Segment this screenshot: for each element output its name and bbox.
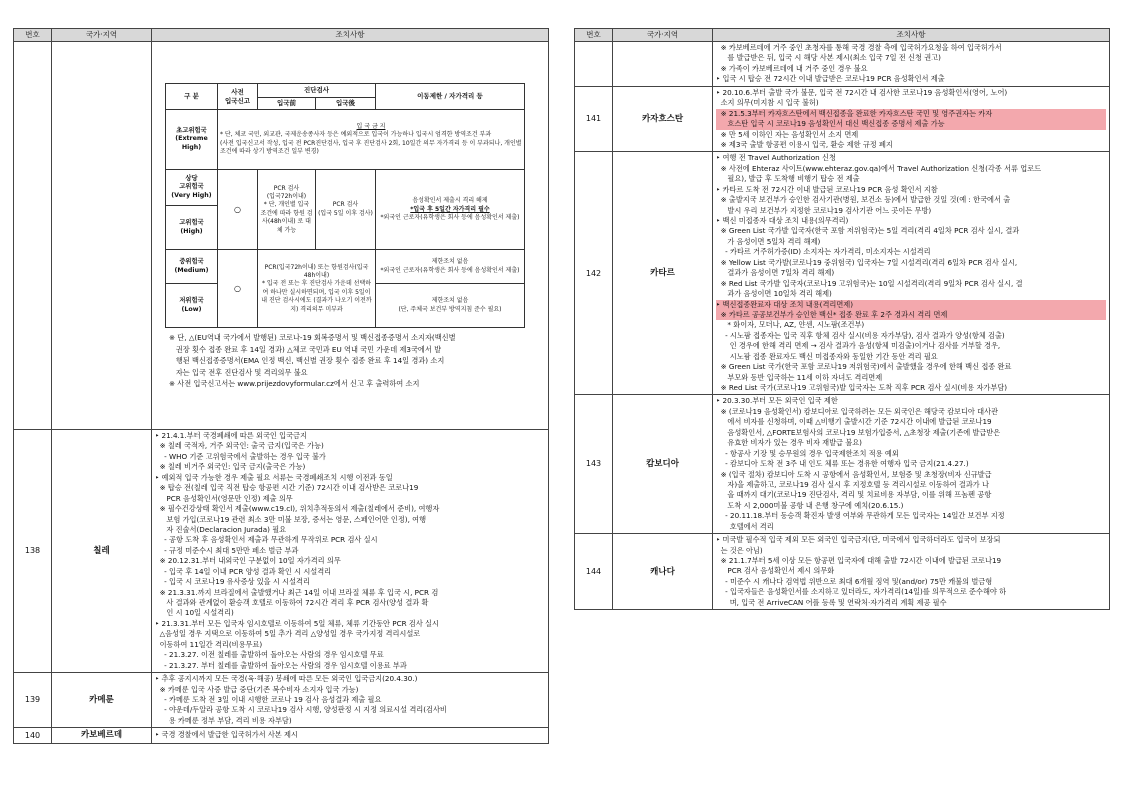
measure-line: - 입국 후 14일 이내 PCR 양성 결과 확인 시 시설격리 — [155, 566, 332, 576]
inner-header-restrict: 이동제한 / 자가격리 등 — [376, 84, 525, 110]
row-number — [14, 42, 52, 430]
measure-line: ‣ 예외적 입국 가능한 경우 제출 필요 서류는 국경폐쇄조치 시행 이전과 동일 — [155, 472, 393, 482]
measure-line: 결과가 음성이면 7일차 격리 해제) — [716, 268, 835, 278]
header-measures: 조치사항 — [152, 29, 549, 42]
measure-line: 보험 가입(코로나19 관련 최소 3만 미불 보장, 증서는 영문, 스페인어만 인정), 여행 — [155, 514, 427, 524]
measure-line: ※ Green List 국가(한국 포함 코로나19 저위험국)에서 출발했을 경우에 한해 백신 접종 완료 — [716, 362, 1012, 372]
measure-line: 가 음성이면 5일차 격리 해제) — [716, 236, 821, 246]
measure-line: - 입국자들은 음성확인서를 소지하고 있더라도, 자가격리(14일)를 의무적으로 준수해야 하 — [716, 587, 1007, 597]
row-country — [613, 42, 713, 87]
measure-line: - 캄보디아 도착 전 3주 내 인도 체류 또는 경유한 여행자 입국 금지(21.4.27.) — [716, 459, 969, 469]
measure-line: ※ 출발지국 보건부가 승인한 검사기관(병원, 보건소 등)에서 발급한 것일 것(예 : 한국에서 출 — [716, 195, 1011, 205]
row-number: 142 — [575, 152, 613, 395]
row-measures — [152, 728, 549, 743]
extreme-risk-text: * 단, 체코 국민, 외교관, 국제운송종사자 등은 예외적으로 입국이 가능하나 입국시 엄격한 방역조건 부과 (사전 입국신고서 작성, 입국 전 PCR진단검사, 입국 후 진단검사 2회, 10일간 의무 자가격리 등 이 부과되나, 개인별 조건에 따라 상기 방역조건 일부 변경) — [220, 131, 522, 156]
inner-header-after: 입국後 — [316, 98, 376, 110]
measure-line: ※ 칠레 국적자, 거주 외국인: 출국 금지(입국은 가능) — [155, 441, 324, 451]
measure-line: ‣ 여행 전 Travel Authorization 신청 — [716, 153, 836, 163]
measure-line: ※ Red List 국가발 입국자(코로나19 고위험국)는 10일 시설격리(격리 9일차 PCR 검사 실시, 결 — [716, 278, 1023, 288]
row-measures — [713, 86, 1110, 152]
measure-line: 인 경우에 한해 격리 면제 → 검사 결과가 음성(항체 미검출)이거나 검사를 거부할 경우, — [716, 341, 1001, 351]
risk-label-very-high: 상당 고위험국 (Very High) — [166, 170, 218, 206]
header-number: 번호 — [14, 29, 52, 42]
measure-line: 과가 음성이면 10일차 격리 해제) — [716, 289, 832, 299]
measure-line: - 미준수 시 캐나다 검역법 위반으로 최대 6개월 징역 및(and/or) 75만 캐불의 벌금형 — [716, 576, 993, 586]
restrict-low: 제한조치 없음 (단, 주체국 보건부 방역지침 준수 필요) — [376, 284, 525, 328]
measure-line: ※ 21.5.3부터 카자흐스탄에서 백신접종을 완료한 카자흐스탄 국민 및 영주권자는 카자 — [716, 109, 1106, 119]
risk-label-low: 저위험국 (Low) — [166, 284, 218, 328]
inner-header-test: 진단검사 — [258, 84, 376, 98]
table-row — [575, 395, 1110, 534]
row-number — [575, 42, 613, 87]
inner-header-class: 구 분 — [166, 84, 218, 110]
measure-line: ※ 칠레 비거주 외국인: 입국 금지(출국은 가능) — [155, 462, 306, 472]
measure-line: - 시노팜 접종자는 입국 직후 항체 검사 실시(비용 자가부담), 검사 결과가 양성(항체 검출) — [716, 330, 1005, 340]
row-country — [52, 42, 152, 430]
measure-line: 흐스탄 입국 시 코로나19 음성확인서 대신 백신접종 증명서 제출 가능 — [716, 119, 1106, 129]
extreme-risk-cell — [218, 110, 525, 170]
measure-line: ※ Yellow List 국가발(코로나19 중위험국) 입국자는 7일 시설격리(격리 6일차 PCR 검사 실시, — [716, 257, 1018, 267]
note-line: ※ 사전 입국신고서는 www.prijezdovyformular.cz에서 신고 후 출력하여 소지 — [169, 379, 420, 389]
table-header — [575, 29, 1110, 42]
row-measures — [713, 152, 1110, 395]
header-number: 번호 — [575, 29, 613, 42]
right-page — [574, 28, 1110, 610]
row-country: 캐나다 — [613, 534, 713, 610]
measure-line: ※ (입국 절차) 캄보디아 도착 시 공항에서 음성확인서, 보험증 및 초청장(비자 신규발급 — [716, 469, 992, 479]
measure-line: ※ 20.12.31.부터 내외국인 구분없이 10일 자가격리 의무 — [155, 556, 341, 566]
measure-line: 도착 시 2,000미불 공항 내 은행 창구에 예치(20.6.15.) — [716, 500, 904, 510]
table-row — [575, 42, 1110, 87]
measure-line: ‣ 카타르 도착 전 72시간 이내 발급된 코로나19 PCR 음성 확인서 지참 — [716, 184, 938, 194]
entry-ban-title: 입 국 금 지 — [356, 122, 386, 130]
measures-table-right — [574, 28, 1110, 610]
row-measures — [152, 430, 549, 673]
test-after-high: PCR 검사 (입국 5일 이후 검사) — [316, 170, 376, 250]
header-country: 국가·지역 — [613, 29, 713, 42]
measure-line: ‣ 백신 미접종자 대상 조치 내용(의무격리) — [716, 216, 849, 225]
measure-line: * 화이자, 모더나, AZ, 얀센, 시노팜(조건부) — [716, 320, 865, 330]
table-row — [14, 728, 549, 743]
measure-line: - 카메룬 도착 전 3일 이내 시행한 코로나 19 검사 음성결과 제출 필요 — [155, 694, 382, 704]
measure-line: - 야운데/두알라 공항 도착 시 코로나19 검사 시행, 양성판정 시 지정 의료시설 격리(검사비 — [155, 705, 447, 715]
measure-line: 음성확인서, △FORTE보험사의 코로나19 보험가입증서, △초청장 제출(기존에 발급받은 — [716, 427, 1001, 437]
row-number: 139 — [14, 673, 52, 728]
row-country: 카타르 — [613, 152, 713, 395]
risk-label-high: 고위험국 (High) — [166, 206, 218, 250]
measure-line: 시노팜 접종 완료자도 백신 미접종자와 동일한 기간 동안 격리 필요 — [716, 351, 938, 361]
measure-line: PCR 검사 음성확인서 제시 의무화 — [716, 566, 835, 576]
measure-line: - 21.3.27. 이전 칠레를 출발하여 돌아오는 사람의 경우 임시호텔 무료 — [155, 650, 384, 660]
measure-line: ※ 제3국 출발 항공편 이용시 입국, 환승 제한 규정 폐지 — [716, 139, 893, 149]
row-country: 칠레 — [52, 430, 152, 673]
test-before-high: PCR 검사 (입국72h이내) * 단, 개인별 입국 조건에 따라 항원 검사(48h이내) 로 대체 가능 — [258, 170, 316, 250]
measure-line: 를 발급받은 뒤, 입국 시 해당 사본 제시(최소 입국 7일 전 신청 권고) — [716, 53, 941, 63]
table-row — [14, 673, 549, 728]
table-header — [14, 29, 549, 42]
measure-line: 며, 입국 전 ArriveCAN 어플 등록 및 연락처·자가격리 계획 제공 필수 — [716, 597, 947, 607]
measure-line: ‣ 21.3.31.부터 모든 입국자 임시호텔로 이동하여 5일 체류, 체류 기간동안 PCR 검사 실시 — [155, 618, 439, 628]
note-line: 자는 입국 전후 진단검사 및 격리의무 불요 — [169, 367, 308, 377]
row-country: 카자흐스탄 — [613, 86, 713, 152]
measure-line: ※ 필수건강상태 확인서 제출(www.c19.cl), 위치추적동의서 제출(칠레에서 준비), 여행자 — [155, 504, 440, 514]
row-country: 카보베르데 — [52, 728, 152, 743]
row-number: 144 — [575, 534, 613, 610]
restrict-medium: 제한조치 없음 *외국인 근로자(유학생은 회사 등에 음성확인서 제출) — [376, 250, 525, 284]
measure-line: - 공항 도착 후 음성확인서 제출과 무관하게 무작위로 PCR 검사 실시 — [155, 535, 378, 545]
measure-line: - 항공사 기장 및 승무원의 경우 입국제한조치 적용 예외 — [716, 448, 899, 458]
table-row — [575, 86, 1110, 152]
measure-line: 자)을 제출하고, 코로나19 검사 실시 후 지정호텔 등 격리시설로 이동하여 결과가 나 — [716, 479, 989, 489]
czech-notes — [155, 332, 545, 390]
header-measures: 조치사항 — [713, 29, 1110, 42]
row-number: 140 — [14, 728, 52, 743]
measure-line: ※ 사전에 Ehteraz 사이트(www.ehteraz.gov.qa)에서 Travel Authorization 신청(각종 서류 업로드 — [716, 163, 1042, 173]
row-country: 카메룬 — [52, 673, 152, 728]
test-medium-low: PCR(입국72h이내) 또는 항원검사(입국48h이내) * 입국 전 또는 후 진단검사 가운데 선택하여 하나만 실시하면되며, 입국 이후 5일이내 진단 검사시에도 (결과가 나오기 이전까지) 격리의무 미부과 — [258, 250, 376, 328]
measure-line: 에서 비자를 신청하며, 이때 △비행기 출발시간 기준 72시간 이내에 발급된 코로나19 — [716, 417, 992, 427]
measure-line: 올 때까지 대기(코로나19 진단검사, 격리 및 치료비용 자부담, 이를 위해 프놈펜 공항 — [716, 490, 992, 500]
measure-line: ※ 가족이 카보베르데에 내 거주 중인 경우 불요 — [716, 63, 868, 73]
row-measures — [152, 42, 549, 430]
risk-class-table — [165, 83, 525, 328]
measure-line: 용 카메룬 정부 부담, 격리 비용 자부담) — [155, 715, 292, 725]
table-row — [575, 152, 1110, 395]
row-measures — [713, 395, 1110, 534]
row-number: 143 — [575, 395, 613, 534]
header-country: 국가·지역 — [52, 29, 152, 42]
row-country: 캄보디아 — [613, 395, 713, 534]
measure-line: ※ 21.1.7부터 5세 이상 모든 항공편 입국자에 대해 출발 72시간 이내에 발급된 코로나19 — [716, 556, 1002, 565]
measure-line: △음성일 경우 지택으로 이동하여 5일 추가 격리 △양성일 경우 국가지정 격리시설로 — [155, 629, 421, 639]
measure-line: ※ (코로나19 음성확인서) 캄보디아로 입국하려는 모든 외국인은 해당국 캄보디아 대사관 — [716, 406, 998, 416]
measure-line: ※ 만 5세 이하인 자는 음성확인서 소지 면제 — [716, 129, 859, 139]
restrict-high-line1: 음성확인서 제출시 격리 해제 — [412, 197, 488, 205]
table-row — [14, 42, 549, 430]
row-number: 138 — [14, 430, 52, 673]
prereg-mark-low: ○ — [218, 250, 258, 328]
measure-line: 는 것은 아님) — [716, 545, 763, 555]
measure-line: ※ Red List 국가(코로나19 고위험국)발 입국자는 도착 직후 PCR 검사 실시(비용 자가부담) — [716, 383, 1008, 392]
table-row — [575, 534, 1110, 610]
measure-line: - 카타르 거주허가증(ID) 소지자는 자가격리, 미소지자는 시설격리 — [716, 247, 931, 257]
risk-label-medium: 중위험국 (Medium) — [166, 250, 218, 284]
measure-line: ‣ 20.3.30.부터 모든 외국인 입국 제한 — [716, 396, 838, 406]
measure-line: 소지 의무(미지참 시 입국 불허) — [716, 98, 819, 108]
measure-line: - WHO 기준 고위험국에서 출발하는 경우 입국 불가 — [155, 451, 326, 461]
prereg-mark-high: ○ — [218, 170, 258, 250]
measure-line: 필요), 발급 후 도착행 비행기 탑승 전 제출 — [716, 174, 860, 184]
row-measures — [713, 534, 1110, 610]
measure-line: ‣ 추후 공지시까지 모든 국경(육·해공) 봉쇄에 따른 모든 외국인 입국금지(20.4.30.) — [155, 674, 418, 684]
note-line: 권장 횟수 접종 완료 후 14일 경과) △체코 국민과 EU 역내 국민 가운데 제3국에서 발 — [169, 344, 442, 354]
measure-line: ※ 카보베르데에 거주 중인 초청자를 통해 국경 경찰 측에 입국허가요청을 하여 입국허가서 — [716, 43, 1002, 52]
inner-header-before: 입국前 — [258, 98, 316, 110]
measure-line: ※ 21.3.31.까지 브라질에서 출발했거나 최근 14일 이내 브라질 체류 후 입국 시, PCR 검 — [155, 587, 439, 597]
measure-line: 발시 우리 보건부가 지정한 코로나19 검사기관 어느 곳이든 무방) — [716, 205, 932, 215]
note-line: 행된 백신접종증명서(EMA 인정 백신, 백신별 권장 횟수 접종 완료 후 14일 경과) 소지 — [169, 356, 445, 366]
measure-line: ‣ 입국 시 탑승 전 72시간 이내 발급받은 코로나19 PCR 음성확인서 제출 — [716, 74, 945, 84]
measure-line: 유효한 비자가 있는 경우 비자 재발급 불요) — [716, 438, 862, 448]
restrict-high-line3: *외국인 근로자(유학생은 회사 등에 음성확인서 제출) — [380, 213, 520, 221]
measure-line: 부모와 동반 입국하는 11세 이하 자녀도 격리면제 — [716, 372, 883, 382]
measure-line: ‣ 21.4.1.부터 국경폐쇄에 따른 외국인 입국금지 — [155, 431, 307, 440]
measure-line: PCR 음성확인서(영문만 인정) 제출 의무 — [155, 493, 293, 503]
note-line: ※ 단, △(EU역내 국가에서 발행된) 코로나-19 회복증명서 및 백신접종증명서 소지자(백신별 — [169, 333, 456, 343]
measure-line: ※ 카타르 공공보건부가 승인한 백신* 접종 완료 후 2주 경과시 격리 면제 — [716, 310, 1106, 320]
measure-line: 인 시 10일 시설격리) — [155, 608, 234, 618]
row-measures — [152, 673, 549, 728]
inner-header-prereg: 사전 입국신고 — [218, 84, 258, 110]
measure-line: - 입국 시 코로나19 유사증상 있을 시 시설격리 — [155, 577, 310, 587]
measure-line: ※ 카메룬 입국 사증 발급 중단(기존 복수비자 소지자 입국 가능) — [155, 684, 359, 694]
measure-line: - 20.11.18.부터 동승객 확진자 발생 여부와 무관하게 모든 입국자는 14일간 보건부 지정 — [716, 511, 1005, 521]
row-number: 141 — [575, 86, 613, 152]
restrict-high-line2: *입국 후 5일간 자가격리 필수 — [410, 205, 490, 213]
measure-line: 이동하여 11일간 격리(비용무료) — [155, 639, 263, 649]
measure-line: ‣ 백신접종완료자 대상 조치 내용(격리면제) — [716, 300, 1106, 310]
row-measures — [713, 42, 1110, 87]
measure-line: ‣ 국경 경찰에서 발급한 입국허가서 사본 제시 — [155, 730, 298, 740]
measure-line: 호텔에서 격리 — [716, 521, 774, 531]
measure-line: ※ Green List 국가발 입국자(한국 포함 저위험국)는 5일 격리(격리 4일차 PCR 검사 실시, 결과 — [716, 226, 1020, 236]
measure-line: 자 진술서(Declaracion Jurada) 필요 — [155, 524, 287, 534]
measures-table-left — [13, 28, 549, 744]
measure-line: ‣ 미국발 필수적 입국 제외 모든 외국인 입국금지(단, 미국에서 입국하더라도 입국이 보장되 — [716, 535, 1001, 545]
measure-line: - 21.3.27. 부터 칠레를 출발하여 돌아오는 사람의 경우 임시호텔 이용료 부과 — [155, 660, 407, 670]
measure-line: - 규정 미준수시 최대 5만만 페소 벌금 부과 — [155, 545, 299, 555]
measure-line: 사 결과와 관계없이 환승객 호텔로 이동하여 72시간 격리 후 PCR 검사(양성 결과 확 — [155, 598, 429, 607]
left-page — [13, 28, 549, 744]
risk-label-extreme: 초고위험국 (Extreme High) — [166, 110, 218, 170]
table-row — [14, 430, 549, 673]
restrict-high — [376, 170, 525, 250]
measure-line: ※ 탑승 전(칠레 입국 직전 탑승 항공편 시간 기준) 72시간 이내 검사받은 코로나19 — [155, 483, 419, 493]
measure-line: ‣ 20.10.6.부터 출발 국가 불문, 입국 전 72시간 내 검사한 코로나19 음성확인서(영어, 노어) — [716, 87, 1008, 97]
